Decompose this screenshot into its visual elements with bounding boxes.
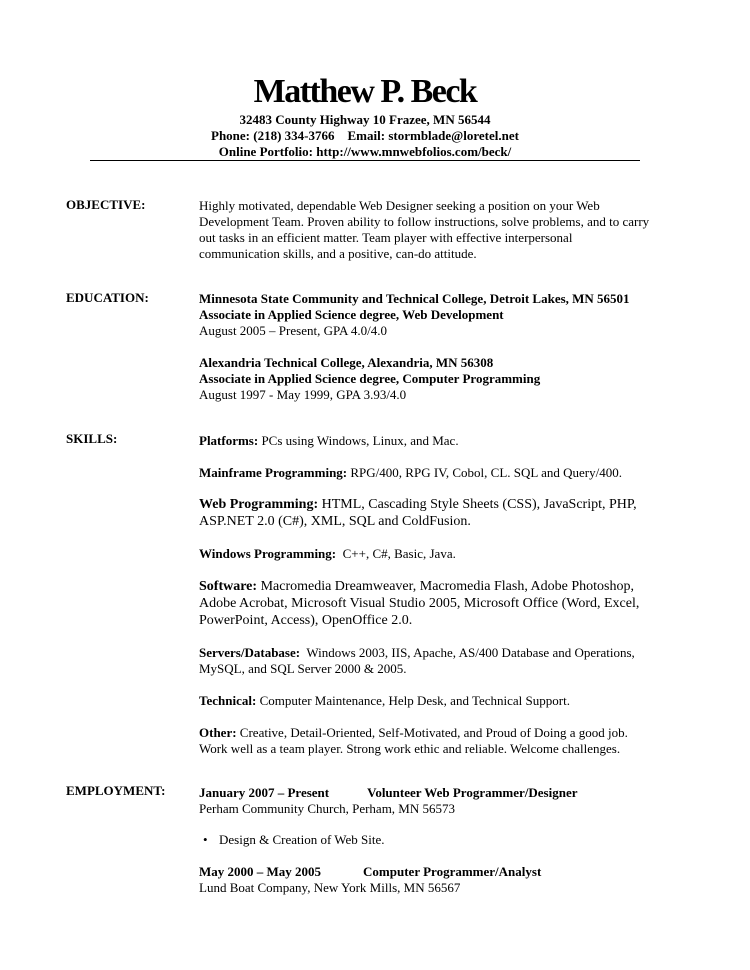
job-duty: Design & Creation of Web Site. — [219, 832, 385, 847]
portfolio-label: Online Portfolio: — [218, 144, 313, 159]
degree-name: Associate in Applied Science degree, Web Development — [199, 307, 504, 322]
applicant-name: Matthew P. Beck — [253, 73, 477, 110]
resume-header — [90, 72, 640, 160]
skill-text: Computer Maintenance, Help Desk, and Technical Support. — [259, 693, 570, 708]
skill-title: Servers/Database: — [199, 645, 301, 660]
skill-text: HTML, Cascading Style Sheets (CSS), JavaScript, PHP, — [321, 497, 637, 512]
education-entry — [199, 291, 669, 339]
skill-title: Windows Programming: — [199, 546, 337, 561]
address-line: 32483 County Highway 10 Frazee, MN 56544 — [239, 112, 491, 127]
education-entry — [199, 355, 669, 403]
skill-mainframe — [199, 465, 669, 481]
skill-other — [199, 725, 669, 757]
degree-name: Associate in Applied Science degree, Computer Programming — [199, 371, 541, 386]
email-label: Email: — [347, 128, 386, 143]
contact-line — [90, 128, 640, 144]
phone-number: (218) 334-3766 — [253, 128, 335, 143]
skill-text: Macromedia Dreamweaver, Macromedia Flash, Adobe Photoshop, — [260, 579, 635, 594]
skill-text: ASP.NET 2.0 (C#), XML, SQL and ColdFusion. — [199, 514, 471, 529]
education-dates: August 1997 - May 1999, GPA 3.93/4.0 — [199, 387, 407, 402]
skill-text: PCs using Windows, Linux, and Mac. — [261, 433, 459, 448]
skill-title: Web Programming: — [199, 497, 319, 512]
skill-title: Other: — [199, 725, 237, 740]
skill-text: Windows 2003, IIS, Apache, AS/400 Database and Operations, — [306, 645, 635, 660]
objective-line: out tasks in an efficient matter. Team player with effective interpersonal — [199, 230, 573, 245]
skill-title: Platforms: — [199, 433, 259, 448]
skill-windows — [199, 546, 669, 562]
skill-web — [199, 496, 669, 530]
objective-line: Development Team. Proven ability to follow instructions, solve problems, and to carry — [199, 214, 650, 229]
job-title: Volunteer Web Programmer/Designer — [367, 785, 578, 800]
portfolio-line — [90, 144, 640, 160]
header-divider — [90, 160, 640, 161]
skill-text: RPG/400, RPG IV, Cobol, CL. SQL and Query/400. — [350, 465, 622, 480]
phone-label: Phone: — [211, 128, 251, 143]
skill-servers — [199, 645, 669, 677]
job-dates: May 2000 – May 2005 — [199, 864, 322, 879]
skill-title: Software: — [199, 579, 258, 594]
education-heading: EDUCATION: — [66, 290, 149, 305]
objective-line: Highly motivated, dependable Web Designer seeking a position on your Web — [199, 198, 600, 213]
objective-heading: OBJECTIVE: — [66, 197, 146, 212]
skill-text: Creative, Detail-Oriented, Self-Motivated, and Proud of Doing a good job. — [239, 725, 628, 740]
skill-platforms — [199, 433, 669, 449]
skill-text: MySQL, and SQL Server 2000 & 2005. — [199, 661, 407, 676]
skill-text: Adobe Acrobat, Microsoft Visual Studio 2005, Microsoft Office (Word, Excel, — [199, 596, 640, 611]
job-title: Computer Programmer/Analyst — [363, 864, 542, 879]
skill-technical — [199, 693, 669, 709]
skill-text: C++, C#, Basic, Java. — [342, 546, 456, 561]
skill-title: Mainframe Programming: — [199, 465, 348, 480]
job-employer: Lund Boat Company, New York Mills, MN 56567 — [199, 880, 461, 895]
job-entry — [199, 864, 669, 896]
objective-line: communication skills, and a positive, can-do attitude. — [199, 246, 477, 261]
job-dates: January 2007 – Present — [199, 785, 330, 800]
education-dates: August 2005 – Present, GPA 4.0/4.0 — [199, 323, 388, 338]
job-entry — [199, 785, 669, 817]
skill-text: Work well as a team player. Strong work ethic and reliable. Welcome challenges. — [199, 741, 621, 756]
school-name: Minnesota State Community and Technical College, Detroit Lakes, MN 56501 — [199, 291, 630, 306]
portfolio-url: http://www.mnwebfolios.com/beck/ — [316, 144, 512, 159]
email-address: stormblade@loretel.net — [388, 128, 519, 143]
job-bullet — [203, 832, 385, 848]
bullet-icon: • — [203, 832, 208, 847]
skill-software — [199, 578, 669, 629]
school-name: Alexandria Technical College, Alexandria, MN 56308 — [199, 355, 494, 370]
skill-title: Technical: — [199, 693, 257, 708]
employment-heading: EMPLOYMENT: — [66, 783, 166, 798]
skill-text: PowerPoint, Access), OpenOffice 2.0. — [199, 613, 413, 628]
skills-heading: SKILLS: — [66, 431, 118, 446]
job-employer: Perham Community Church, Perham, MN 56573 — [199, 801, 456, 816]
objective-text — [199, 198, 669, 262]
